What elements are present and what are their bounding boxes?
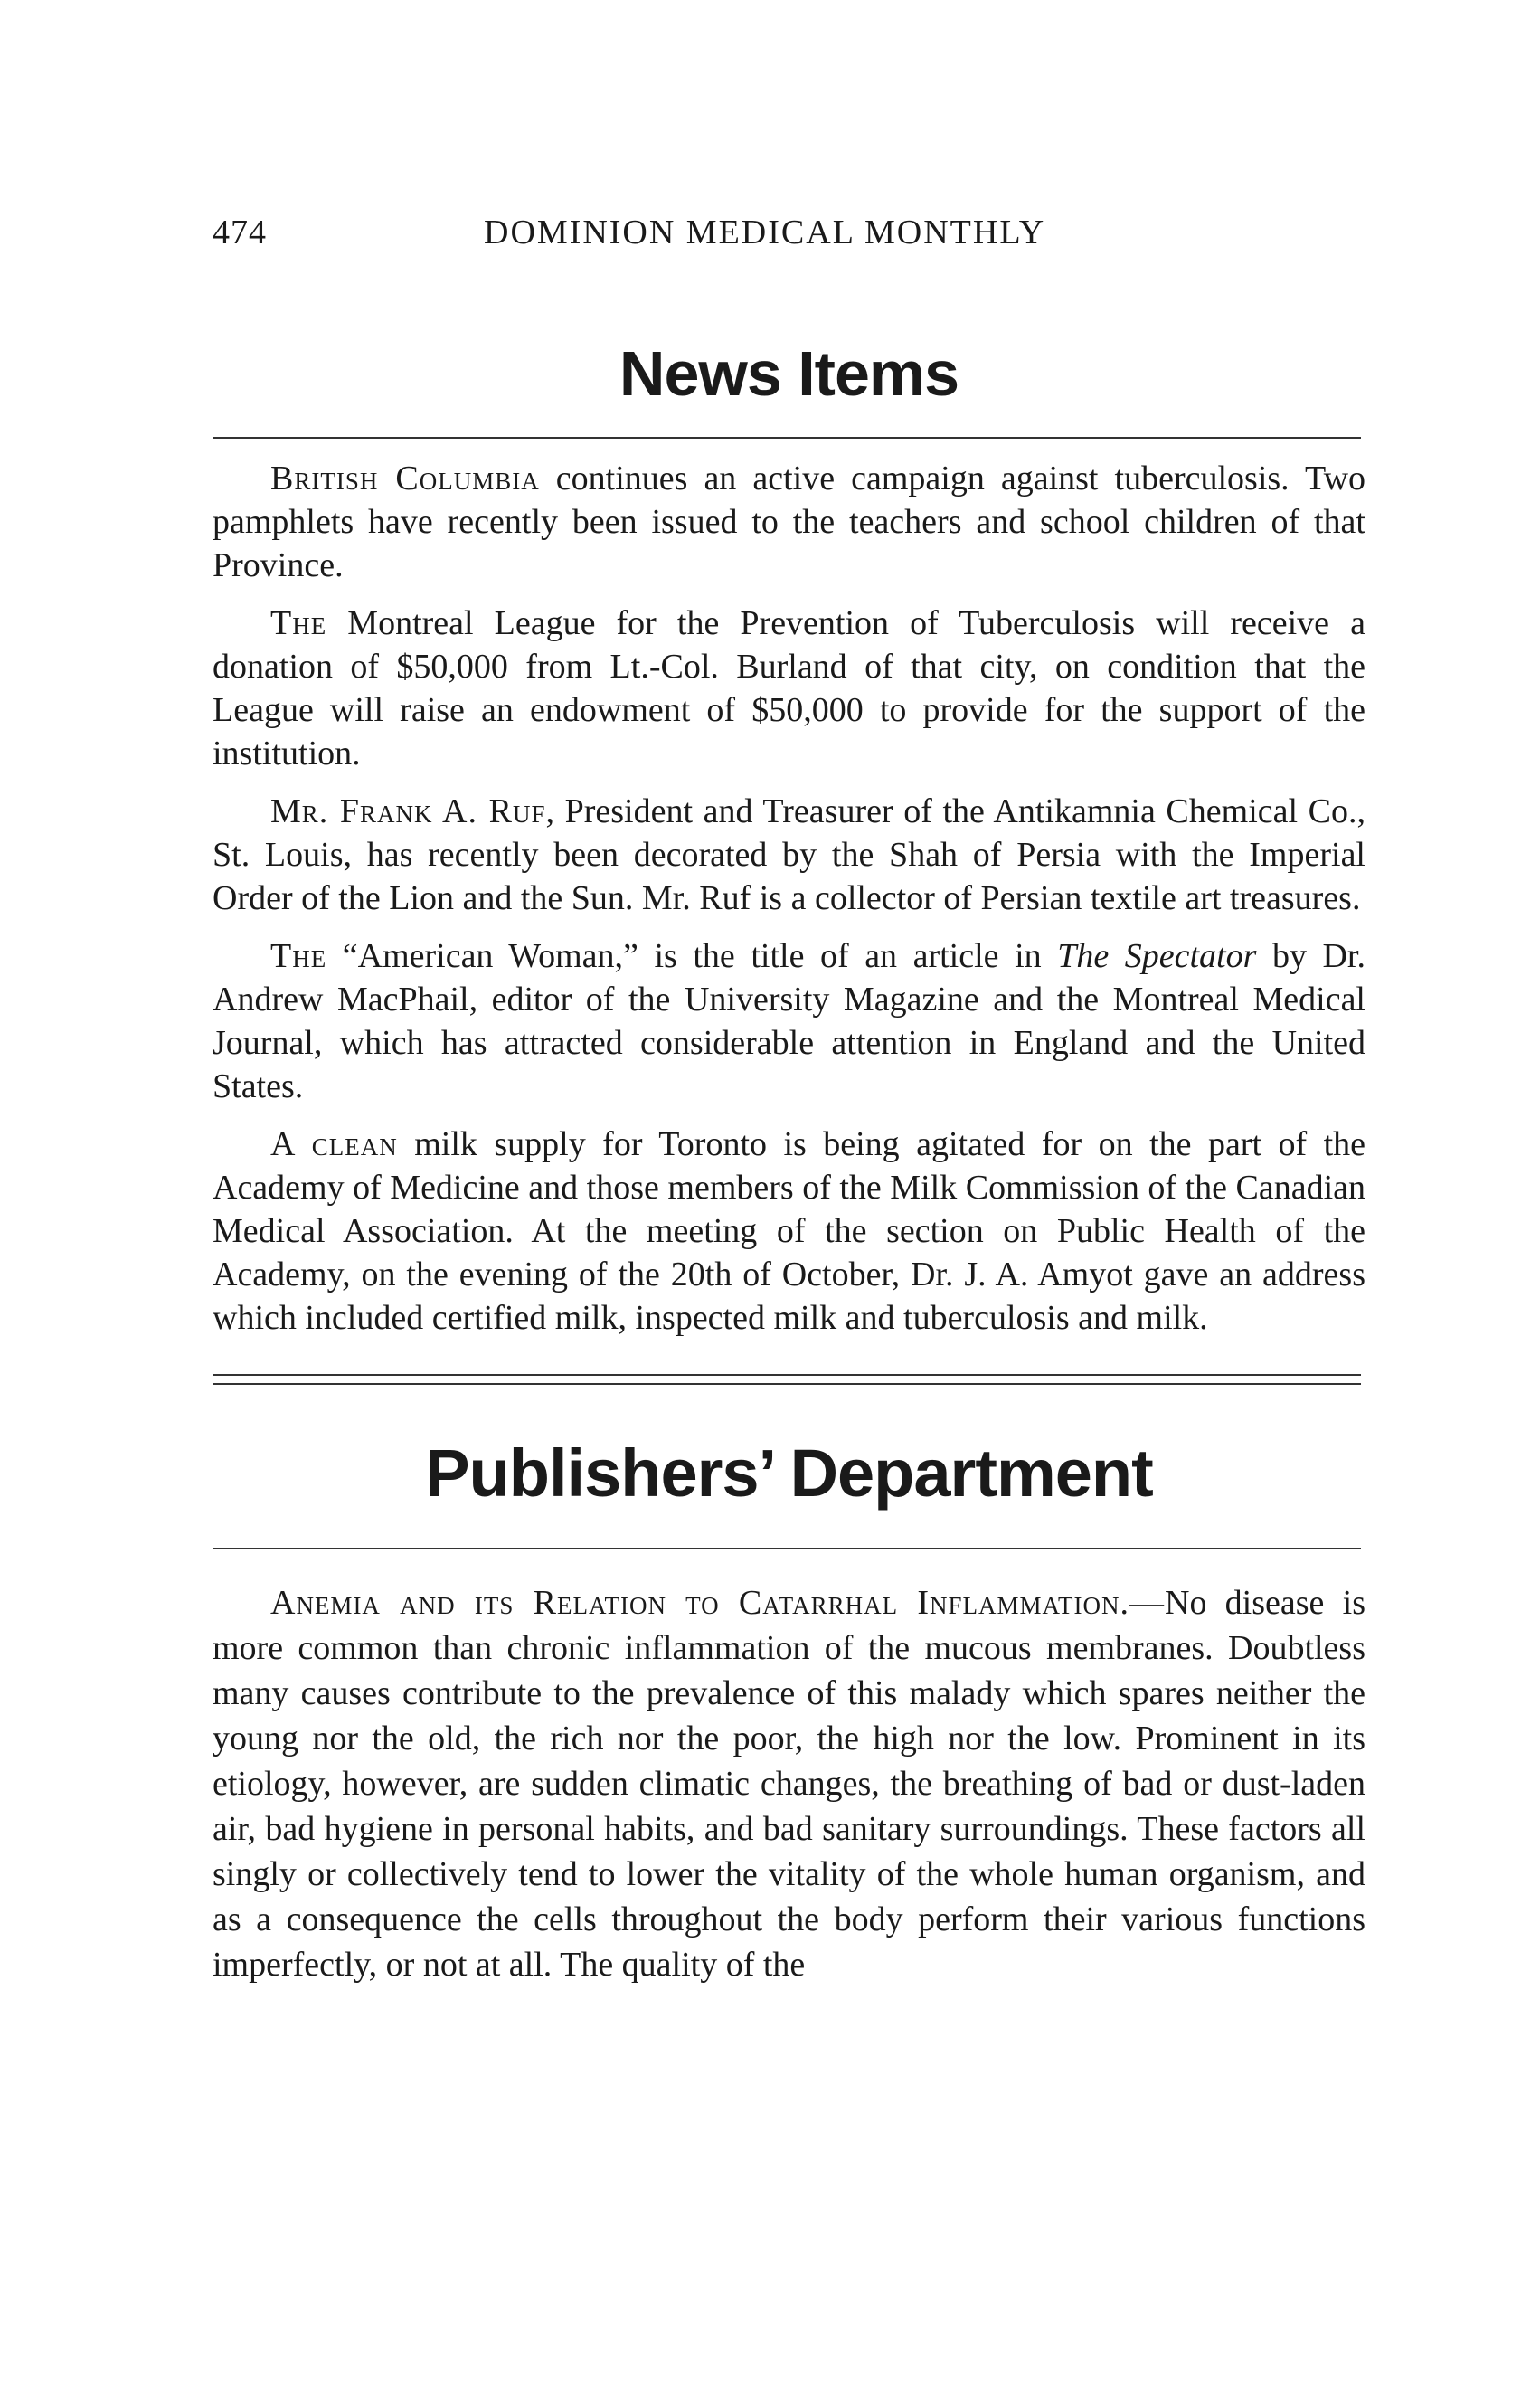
news-items-heading: News Items [619, 338, 959, 409]
news-item-text: continues an active campaign against tuberculosis. Two pamphlets have recently been issued to the teachers and school children of that Province. [213, 460, 1366, 584]
news-item-lead: The [270, 937, 327, 975]
news-item-text: Montreal League for the Prevention of Tuberculosis will receive a donation of $50,000 from Lt.-Col. Burland of that city, on condition that the League will raise an endowment of $50,000 to provide for the support of the institution. [213, 604, 1365, 772]
section-divider [213, 1548, 1361, 1549]
news-item-text: by Dr. Andrew MacPhail, editor of the University Magazine and the Montreal Medical Journal, which has attracted considerable attention in England and the United States. [213, 937, 1365, 1105]
news-item-lead: Mr. Frank A. Ruf [270, 792, 546, 830]
news-item-lead: British Columbia [270, 460, 540, 498]
news-items-list [213, 457, 1365, 1340]
news-item [213, 790, 1365, 920]
news-item [213, 934, 1365, 1108]
section-divider [213, 437, 1361, 439]
news-item-lead: A clean [270, 1125, 398, 1163]
news-item [213, 457, 1365, 587]
news-item-lead: The [270, 604, 327, 642]
news-item [213, 1123, 1365, 1340]
publishers-department-heading: Publishers’ Department [425, 1436, 1153, 1511]
publication-title: The Spectator [1057, 937, 1257, 975]
publisher-item-lead: Anemia and its Relation to Catarrhal Inflammation.— [270, 1584, 1165, 1622]
news-item-text: milk supply for Toronto is being agitated for on the part of the Academy of Medicine and those members of the Milk Commission of the Canadian Medical Association. At the meeting of the section on Public Health of the Academy, on the evening of the 20th of October, Dr. J. A. Amyot gave an address which included certified milk, inspected milk and tuberculosis and milk. [213, 1125, 1365, 1337]
news-item-text: “American Woman,” is the title of an article in [326, 937, 1058, 975]
publishers-items-list [213, 1580, 1365, 1987]
page [213, 213, 1365, 1987]
running-head [213, 213, 1365, 258]
publisher-item-text: No disease is more common than chronic inflammation of the mucous membranes. Doubtless many causes contribute to the prevalence of this malady which spares neither the young nor the old, the rich nor the poor, the high nor the low. Prominent in its etiology, however, are sudden climatic changes, the breathing of bad or dust-laden air, bad hygiene in personal habits, and bad sanitary surroundings. These factors all singly or collectively tend to lower the vitality of the whole human organism, and as a consequence the cells throughout the body perform their various functions imperfectly, or not at all. The quality of the [213, 1584, 1365, 1984]
news-item [213, 602, 1365, 775]
publisher-item [213, 1580, 1365, 1987]
page-number: 474 [213, 213, 267, 251]
double-divider [213, 1374, 1361, 1385]
journal-title: DOMINION MEDICAL MONTHLY [484, 213, 1046, 251]
news-item-text: , President and Treasurer of the Antikamnia Chemical Co., St. Louis, has recently been decorated by the Shah of Persia with the Imperial Order of the Lion and the Sun. Mr. Ruf is a collector of Persian textile art treasures. [213, 792, 1365, 917]
